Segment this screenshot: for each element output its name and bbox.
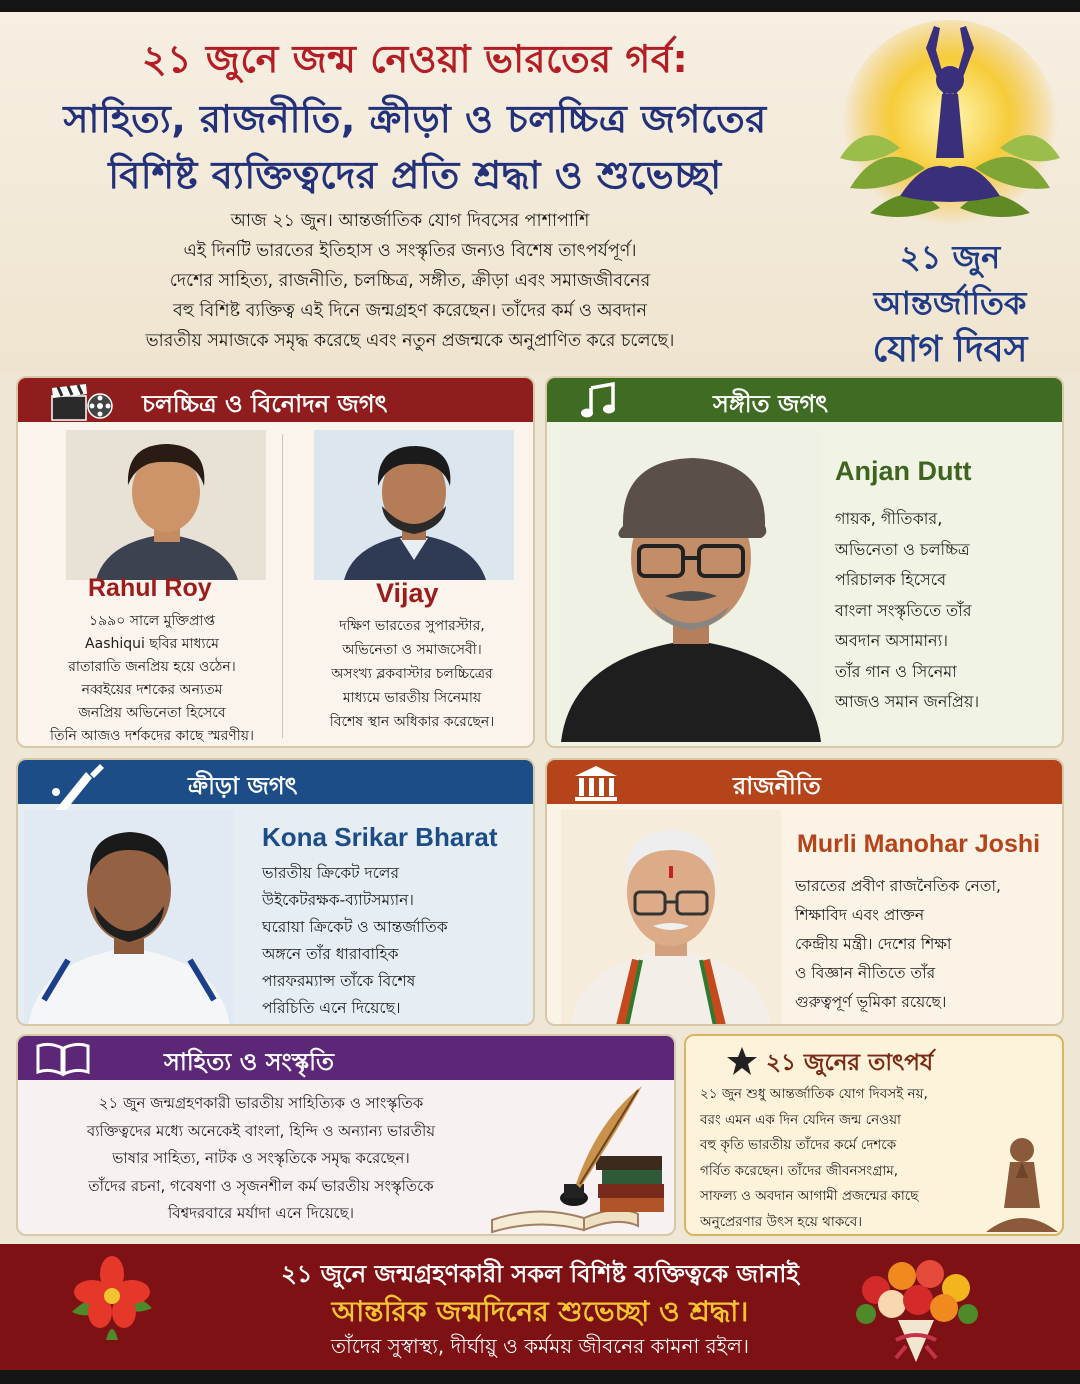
desc-line: ১৯৯০ সালে মুক্তিপ্রাপ্ত	[88, 613, 216, 629]
intro-line: দেশের সাহিত্য, রাজনীতি, চলচ্চিত্র, সঙ্গীত, ক্রীড়া এবং সমাজজীবনের	[169, 271, 651, 291]
music-card-title: সঙ্গীত জগৎ	[713, 390, 829, 418]
desc-line: জনপ্রিয় অভিনেতা হিসেবে	[78, 705, 226, 721]
politics-card-title: রাজনীতি	[733, 772, 821, 800]
intro-line: বহু বিশিষ্ট ব্যক্তিত্ব এই দিনে জন্মগ্রহণ করেছেন। তাঁদের কর্ম ও অবদান	[172, 301, 648, 321]
politics-card-header	[547, 760, 1062, 804]
kona-srikar-bharat-photo	[24, 810, 234, 1026]
rahul-roy-name: Rahul Roy	[88, 574, 212, 602]
page-title-line3: বিশিষ্ট ব্যক্তিত্বদের প্রতি শ্রদ্ধা ও শুভেচ্ছা	[108, 153, 722, 197]
desc-line: শিক্ষাবিদ এবং প্রাক্তন	[795, 906, 925, 924]
literature-card-header	[18, 1036, 674, 1080]
desc-line: সাফল্য ও অবদান আগামী প্রজন্মের কাছে	[700, 1188, 919, 1204]
literature-card	[16, 1034, 676, 1236]
yoga-figure-illustration	[830, 18, 1070, 246]
anjan-dutt-photo	[561, 430, 821, 742]
yoga-day-label-line2: আন্তর্জাতিক	[873, 284, 1027, 322]
footer-line2: আন্তরিক জন্মদিনের শুভেচ্ছা ও শ্রদ্ধা।	[331, 1295, 749, 1328]
music-note-icon	[579, 382, 619, 420]
intro-line: এই দিনটি ভারতের ইতিহাস ও সংস্কৃতির জন্যও বিশেষ তাৎপর্যপূর্ণ।	[183, 241, 637, 261]
desc-line: নব্বইয়ের দশকের অন্যতম	[81, 682, 223, 698]
intro-line: আজ ২১ জুন। আন্তর্জাতিক যোগ দিবসের পাশাপাশি	[230, 211, 590, 231]
desc-line: উইকেটরক্ষক-ব্যাটসম্যান।	[262, 891, 414, 909]
desc-line: অঙ্গনে তাঁর ধারাবাহিক	[262, 945, 399, 963]
desc-line: রাতারাতি জনপ্রিয় হয়ে ওঠেন।	[68, 659, 236, 675]
desc-line: তিনি আজও দর্শকদের কাছে স্মরণীয়।	[49, 728, 255, 744]
music-card	[545, 376, 1064, 748]
desc-line: অসংখ্য ব্লকবাস্টার চলচ্চিত্রের	[331, 666, 493, 682]
murli-manohar-joshi-description	[795, 872, 1061, 1017]
intro-line: ভারতীয় সমাজকে সমৃদ্ধ করেছে এবং নতুন প্রজন্মকে অনুপ্রাণিত করে চলেছে।	[145, 331, 675, 351]
film-clapper-icon	[48, 382, 114, 422]
anjan-dutt-description	[835, 504, 1059, 718]
sports-card-header	[18, 760, 533, 804]
desc-line: অভিনেতা ও চলচ্চিত্র	[835, 539, 970, 559]
desc-line: ঘরোয়া ক্রিকেট ও আন্তর্জাতিক	[262, 918, 448, 936]
meditating-figure-illustration	[982, 1128, 1062, 1236]
flower-illustration	[62, 1252, 162, 1344]
footer-line1: ২১ জুনে জন্মগ্রহণকারী সকল বিশিষ্ট ব্যক্তিত্বকে জানাই	[281, 1260, 799, 1288]
parliament-building-icon	[573, 764, 619, 802]
desc-line: পারফরম্যান্স তাঁকে বিশেষ	[262, 972, 416, 990]
rahul-roy-photo	[66, 430, 266, 580]
desc-line: পরিচালক হিসেবে	[835, 570, 947, 589]
desc-line: মাধ্যমে ভারতীয় সিনেমায়	[342, 690, 482, 706]
desc-line: Aashiqui ছবির মাধ্যমে	[85, 636, 219, 652]
film-card-title: চলচ্চিত্র ও বিনোদন জগৎ	[142, 390, 388, 418]
yoga-day-date: ২১ জুন	[899, 238, 1001, 276]
desc-line: গুরুত্বপূর্ণ ভূমিকা রয়েছে।	[795, 993, 947, 1011]
desc-line: ২১ জুন শুধু আন্তর্জাতিক যোগ দিবসই নয়,	[700, 1086, 928, 1102]
top-border	[0, 0, 1080, 12]
significance-description	[700, 1082, 1000, 1235]
open-book-icon	[34, 1040, 92, 1078]
film-card-divider	[282, 434, 283, 738]
kona-srikar-bharat-description	[262, 860, 532, 1022]
sports-card	[16, 758, 535, 1026]
vijay-name: Vijay	[376, 578, 439, 608]
desc-line: বিশ্বদরবারে মর্যাদা এনে দিয়েছে।	[167, 1204, 355, 1222]
desc-line: তাঁদের রচনা, গবেষণা ও সৃজনশীল কর্ম ভারতীয় সংস্কৃতিকে	[88, 1176, 434, 1195]
vijay-photo	[314, 430, 514, 580]
desc-line: তাঁর গান ও সিনেমা	[835, 661, 957, 681]
film-card-header	[18, 378, 533, 422]
desc-line: ২১ জুন জন্মগ্রহণকারী ভারতীয় সাহিত্যিক ও সাংস্কৃতিক	[98, 1094, 424, 1112]
bottom-border	[0, 1370, 1080, 1384]
desc-line: পরিচিতি এনে দিয়েছে।	[262, 999, 401, 1017]
desc-line: আজও সমান জনপ্রিয়।	[835, 692, 980, 711]
rahul-roy-description	[24, 610, 280, 748]
desc-line: গর্বিত করেছেন। তাঁদের জীবনসংগ্রাম,	[700, 1162, 899, 1179]
desc-line: ও বিজ্ঞান নীতিতে তাঁর	[795, 964, 936, 982]
yoga-day-label-line3: যোগ দিবস	[872, 329, 1028, 370]
politics-card	[545, 758, 1064, 1026]
kona-srikar-bharat-name: Kona Srikar Bharat	[262, 822, 498, 852]
literature-description	[26, 1090, 496, 1228]
desc-line: গায়ক, গীতিকার,	[835, 509, 943, 528]
page-title-line2: সাহিত্য, রাজনীতি, ক্রীড়া ও চলচ্চিত্র জগতের	[63, 97, 767, 141]
desc-line: অনুপ্রেরণার উৎস হয়ে থাকবে।	[700, 1213, 863, 1230]
books-quill-illustration	[488, 1080, 674, 1234]
desc-line: ব্যক্তিত্বদের মধ্যে অনেকেই বাংলা, হিন্দি ও অন্যান্য ভারতীয়	[86, 1121, 436, 1140]
murli-manohar-joshi-name: Murli Manohar Joshi	[797, 830, 1041, 858]
desc-line: অবদান অসামান্য।	[835, 631, 948, 650]
star-icon	[726, 1046, 758, 1076]
significance-card	[684, 1034, 1064, 1236]
footer-line3: তাঁদের সুস্বাস্থ্য, দীর্ঘায়ু ও কর্মময় জীবনের কামনা রইল।	[330, 1334, 750, 1358]
anjan-dutt-name: Anjan Dutt	[835, 456, 972, 486]
desc-line: ভারতীয় ক্রিকেট দলের	[262, 864, 399, 882]
desc-line: অভিনেতা ও সমাজসেবী।	[342, 642, 482, 658]
desc-line: ভারতের প্রবীণ রাজনৈতিক নেতা,	[795, 877, 1001, 895]
film-entertainment-card	[16, 376, 535, 748]
music-card-header	[547, 378, 1062, 422]
significance-title: ২১ জুনের তাৎপর্য	[766, 1050, 934, 1076]
desc-line: বহু কৃতি ভারতীয় তাঁদের কর্মে দেশকে	[700, 1137, 897, 1153]
desc-line: বাংলা সংস্কৃতিতে তাঁর	[835, 600, 972, 620]
desc-line: ভাষার সাহিত্য, নাটক ও সংস্কৃতিকে সমৃদ্ধ করেছেন।	[112, 1149, 410, 1167]
vijay-description	[288, 614, 535, 734]
literature-card-title: সাহিত্য ও সংস্কৃতি	[164, 1048, 334, 1076]
desc-line: বরং এমন এক দিন যেদিন জন্ম নেওয়া	[700, 1111, 901, 1128]
murli-manohar-joshi-photo	[561, 810, 781, 1026]
intro-paragraph	[40, 206, 780, 356]
desc-line: দক্ষিণ ভারতের সুপারস্টার,	[339, 618, 485, 634]
desc-line: বিশেষ স্থান অধিকার করেছেন।	[329, 714, 495, 730]
page-title-line1: ২১ জুনে জন্ম নেওয়া ভারতের গর্ব:	[141, 37, 689, 81]
sports-card-title: ক্রীড়া জগৎ	[188, 772, 298, 800]
desc-line: কেন্দ্রীয় মন্ত্রী। দেশের শিক্ষা	[795, 935, 952, 953]
